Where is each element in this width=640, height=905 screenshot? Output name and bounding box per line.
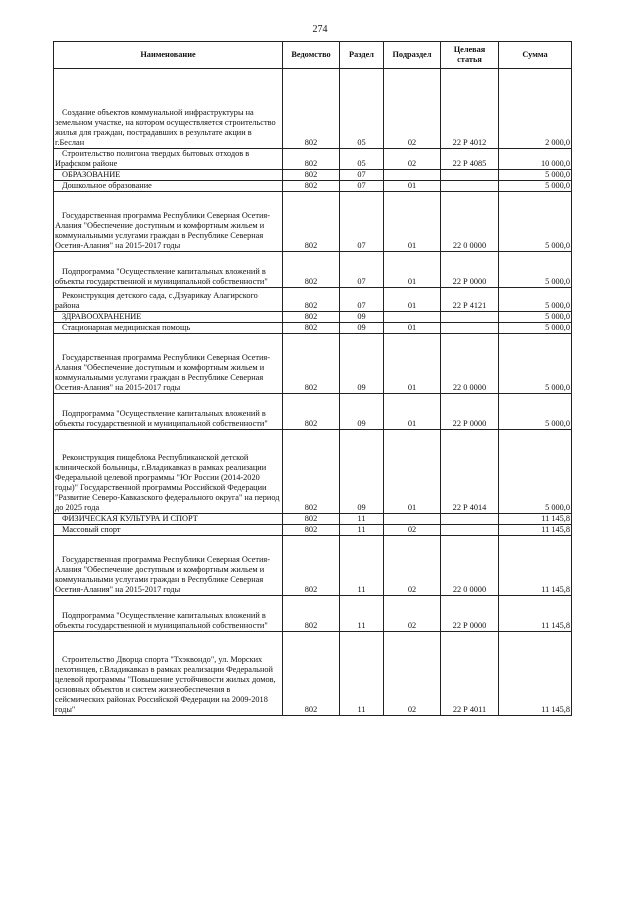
- row-sum: 5 000,0: [499, 252, 572, 288]
- row-subsection: 01: [384, 192, 441, 252]
- row-department: 802: [283, 192, 340, 252]
- header-subsection: Подраздел: [384, 42, 441, 69]
- row-subsection: [384, 514, 441, 525]
- row-sum: 5 000,0: [499, 430, 572, 514]
- header-department: Ведомство: [283, 42, 340, 69]
- row-name: Дошкольное образование: [54, 181, 283, 192]
- row-name: ФИЗИЧЕСКАЯ КУЛЬТУРА И СПОРТ: [54, 514, 283, 525]
- table-row: [54, 69, 572, 149]
- row-department: 802: [283, 181, 340, 192]
- header-section: Раздел: [340, 42, 384, 69]
- row-department: 802: [283, 334, 340, 394]
- row-section: 07: [340, 170, 384, 181]
- row-sum: 5 000,0: [499, 323, 572, 334]
- page-number: 274: [312, 24, 328, 35]
- table-row: [54, 334, 572, 394]
- row-department: 802: [283, 149, 340, 170]
- row-sum: 11 145,8: [499, 536, 572, 596]
- table-row: [54, 181, 572, 192]
- table-row: [54, 149, 572, 170]
- row-department: 802: [283, 525, 340, 536]
- table-row: [54, 170, 572, 181]
- row-subsection: 02: [384, 632, 441, 716]
- row-section: 05: [340, 149, 384, 170]
- row-sum: 5 000,0: [499, 312, 572, 323]
- row-department: 802: [283, 288, 340, 312]
- row-department: 802: [283, 312, 340, 323]
- row-target: 22 0 0000: [441, 536, 499, 596]
- row-subsection: 01: [384, 323, 441, 334]
- row-sum: 5 000,0: [499, 170, 572, 181]
- table-row: [54, 430, 572, 514]
- row-subsection: 01: [384, 288, 441, 312]
- header-sum: Сумма: [499, 42, 572, 69]
- row-subsection: 01: [384, 430, 441, 514]
- row-name: Подпрограмма "Осуществление капитальных вложений в объекты государственной и муниципальной собственности": [54, 252, 283, 288]
- row-sum: 5 000,0: [499, 181, 572, 192]
- row-sum: 11 145,8: [499, 632, 572, 716]
- table-row: [54, 596, 572, 632]
- budget-table: [53, 41, 572, 716]
- row-department: 802: [283, 69, 340, 149]
- row-department: 802: [283, 323, 340, 334]
- row-target: [441, 525, 499, 536]
- row-section: 09: [340, 334, 384, 394]
- row-target: 22 Р 4011: [441, 632, 499, 716]
- row-sum: 11 145,8: [499, 514, 572, 525]
- table-row: [54, 323, 572, 334]
- row-section: 07: [340, 181, 384, 192]
- row-subsection: 02: [384, 149, 441, 170]
- row-department: 802: [283, 170, 340, 181]
- row-subsection: 01: [384, 181, 441, 192]
- row-sum: 10 000,0: [499, 149, 572, 170]
- row-name: Стационарная медицинская помощь: [54, 323, 283, 334]
- table-row: [54, 192, 572, 252]
- row-name: Создание объектов коммунальной инфраструктуры на земельном участке, на котором осуществляется строительство жилья для граждан, пострадавших в результате акции в г.Беслан: [54, 69, 283, 149]
- row-name: Подпрограмма "Осуществление капитальных вложений в объекты государственной и муниципальной собственности": [54, 596, 283, 632]
- row-sum: 5 000,0: [499, 288, 572, 312]
- table-header-row: [54, 42, 572, 69]
- row-sum: 5 000,0: [499, 394, 572, 430]
- table-row: [54, 252, 572, 288]
- table-row: [54, 525, 572, 536]
- row-name: Строительство полигона твердых бытовых отходов в Ирафском районе: [54, 149, 283, 170]
- row-department: 802: [283, 394, 340, 430]
- row-section: 07: [340, 192, 384, 252]
- row-subsection: 02: [384, 596, 441, 632]
- row-target: 22 Р 0000: [441, 252, 499, 288]
- row-target: 22 Р 0000: [441, 596, 499, 632]
- row-name: Массовый спорт: [54, 525, 283, 536]
- row-target: 22 Р 4085: [441, 149, 499, 170]
- row-target: 22 Р 4012: [441, 69, 499, 149]
- row-name: Государственная программа Республики Северная Осетия-Алания "Обеспечение доступным и комфортным жильем и коммунальными услугами граждан в Республике Северная Осетия-Алания" на 2015-2017 годы: [54, 192, 283, 252]
- row-name: Строительство Дворца спорта "Тхэквондо", ул. Морских пехотинцев, г.Владикавказ в рамках реализации Федеральной целевой программы "Повышение устойчивости жилых домов, основных объектов и систем жизнеобеспечения в сейсмических районах Российской Федерации на 2009-2018 годы": [54, 632, 283, 716]
- row-target: 22 0 0000: [441, 334, 499, 394]
- row-target: 22 Р 4014: [441, 430, 499, 514]
- row-section: 11: [340, 596, 384, 632]
- table-row: [54, 394, 572, 430]
- table-row: [54, 514, 572, 525]
- row-subsection: 02: [384, 536, 441, 596]
- row-target: [441, 170, 499, 181]
- row-sum: 11 145,8: [499, 596, 572, 632]
- row-section: 11: [340, 514, 384, 525]
- row-target: [441, 312, 499, 323]
- row-section: 07: [340, 288, 384, 312]
- row-target: 22 Р 4121: [441, 288, 499, 312]
- row-section: 11: [340, 632, 384, 716]
- row-department: 802: [283, 430, 340, 514]
- row-department: 802: [283, 536, 340, 596]
- row-name: Реконструкция детского сада, с.Дзуарикау Алагирского района: [54, 288, 283, 312]
- row-sum: 11 145,8: [499, 525, 572, 536]
- table-row: [54, 536, 572, 596]
- row-sum: 2 000,0: [499, 69, 572, 149]
- table-row: [54, 288, 572, 312]
- row-target: 22 0 0000: [441, 192, 499, 252]
- row-section: 11: [340, 536, 384, 596]
- row-sum: 5 000,0: [499, 334, 572, 394]
- header-name: Наименование: [54, 42, 283, 69]
- table-row: [54, 632, 572, 716]
- row-subsection: 01: [384, 252, 441, 288]
- row-section: 09: [340, 312, 384, 323]
- row-name: Государственная программа Республики Северная Осетия-Алания "Обеспечение доступным и комфортным жильем и коммунальными услугами граждан в Республике Северная Осетия-Алания" на 2015-2017 годы: [54, 334, 283, 394]
- row-target: [441, 514, 499, 525]
- row-target: [441, 323, 499, 334]
- row-name: Государственная программа Республики Северная Осетия-Алания "Обеспечение доступным и комфортным жильем и коммунальными услугами граждан в Республике Северная Осетия-Алания" на 2015-2017 годы: [54, 536, 283, 596]
- row-section: 09: [340, 394, 384, 430]
- row-department: 802: [283, 632, 340, 716]
- row-section: 09: [340, 430, 384, 514]
- row-subsection: [384, 170, 441, 181]
- row-subsection: 01: [384, 334, 441, 394]
- row-name: ЗДРАВООХРАНЕНИЕ: [54, 312, 283, 323]
- row-department: 802: [283, 596, 340, 632]
- row-sum: 5 000,0: [499, 192, 572, 252]
- row-section: 09: [340, 323, 384, 334]
- row-department: 802: [283, 252, 340, 288]
- header-target: Целевая статья: [441, 42, 499, 69]
- row-subsection: 02: [384, 69, 441, 149]
- row-subsection: 02: [384, 525, 441, 536]
- row-subsection: [384, 312, 441, 323]
- row-section: 11: [340, 525, 384, 536]
- row-target: [441, 181, 499, 192]
- table-row: [54, 312, 572, 323]
- row-section: 05: [340, 69, 384, 149]
- row-name: Реконструкция пищеблока Республиканской детской клинической больницы, г.Владикавказ в рамках реализации Федеральной целевой программы "Юг России (2014-2020 годы)" Государственной программы Российской Федерации "Развитие Северо-Кавказского федерального округа" на период до 2025 года: [54, 430, 283, 514]
- row-target: 22 Р 0000: [441, 394, 499, 430]
- row-name: Подпрограмма "Осуществление капитальных вложений в объекты государственной и муниципальной собственности": [54, 394, 283, 430]
- row-department: 802: [283, 514, 340, 525]
- row-subsection: 01: [384, 394, 441, 430]
- row-section: 07: [340, 252, 384, 288]
- row-name: ОБРАЗОВАНИЕ: [54, 170, 283, 181]
